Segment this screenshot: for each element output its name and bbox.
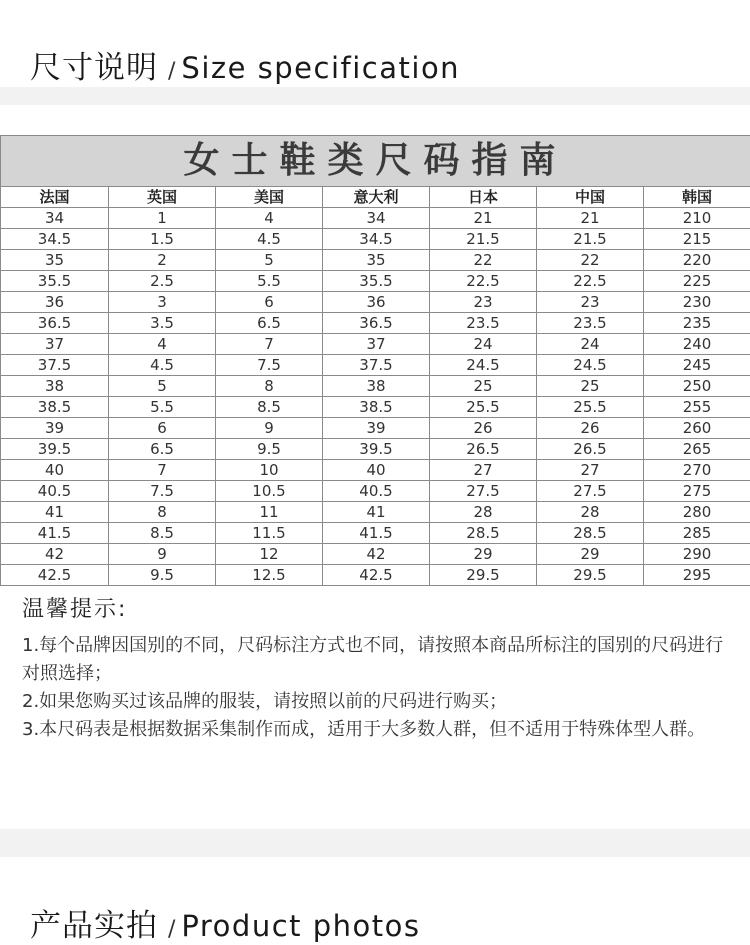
table-cell: 36 [1,292,109,313]
table-row [1,208,750,229]
table-row [1,313,750,334]
table-cell: 35 [1,250,109,271]
column-header: 日本 [430,187,537,208]
table-row [1,355,750,376]
table-cell: 6 [216,292,323,313]
table-cell: 29.5 [537,565,644,586]
table-cell: 285 [644,523,750,544]
table-cell: 10.5 [216,481,323,502]
table-row [1,229,750,250]
table-row [1,334,750,355]
table-cell: 22 [537,250,644,271]
table-cell: 39 [323,418,430,439]
column-header: 英国 [109,187,216,208]
title-separator: / [168,59,175,84]
table-body [1,208,750,586]
table-cell: 23 [537,292,644,313]
table-cell: 23.5 [430,313,537,334]
table-row [1,292,750,313]
table-cell: 280 [644,502,750,523]
table-cell: 24.5 [430,355,537,376]
table-cell: 29.5 [430,565,537,586]
table-cell: 7.5 [216,355,323,376]
table-cell: 41 [1,502,109,523]
table-cell: 21.5 [430,229,537,250]
table-cell: 5 [216,250,323,271]
table-cell: 23 [430,292,537,313]
table-cell: 2.5 [109,271,216,292]
table-cell: 5.5 [109,397,216,418]
table-row [1,565,750,586]
table-cell: 260 [644,418,750,439]
table-cell: 40.5 [323,481,430,502]
table-cell: 26 [430,418,537,439]
size-chart-table [0,135,750,586]
table-cell: 25.5 [430,397,537,418]
table-cell: 24 [537,334,644,355]
table-cell: 27 [537,460,644,481]
table-cell: 11 [216,502,323,523]
table-cell: 27.5 [537,481,644,502]
table-cell: 11.5 [216,523,323,544]
table-cell: 7 [216,334,323,355]
table-cell: 5.5 [216,271,323,292]
table-cell: 250 [644,376,750,397]
table-cell: 8.5 [109,523,216,544]
table-row [1,418,750,439]
table-row [1,250,750,271]
tips-list [22,632,740,744]
table-cell: 21 [537,208,644,229]
table-cell: 36 [323,292,430,313]
table-cell: 23.5 [537,313,644,334]
column-header: 法国 [1,187,109,208]
table-cell: 4 [216,208,323,229]
table-cell: 1.5 [109,229,216,250]
table-cell: 24 [430,334,537,355]
tip-item: 2.如果您购买过该品牌的服装，请按照以前的尺码进行购买； [22,688,740,716]
table-cell: 35.5 [323,271,430,292]
table-cell: 4.5 [109,355,216,376]
table-cell: 36.5 [1,313,109,334]
table-cell: 1 [109,208,216,229]
table-row [1,439,750,460]
table-cell: 9.5 [216,439,323,460]
table-cell: 235 [644,313,750,334]
table-cell: 40.5 [1,481,109,502]
table-row [1,544,750,565]
column-header: 意大利 [323,187,430,208]
table-cell: 42 [323,544,430,565]
table-cell: 9.5 [109,565,216,586]
divider-band [0,87,750,105]
table-cell: 8 [216,376,323,397]
table-row [1,481,750,502]
table-row [1,460,750,481]
table-cell: 42 [1,544,109,565]
table-cell: 245 [644,355,750,376]
photo-title-zh: 产品实拍 [30,900,158,945]
table-row [1,523,750,544]
table-cell: 22.5 [430,271,537,292]
table-cell: 39 [1,418,109,439]
table-cell: 29 [537,544,644,565]
table-cell: 7.5 [109,481,216,502]
table-cell: 36.5 [323,313,430,334]
table-cell: 5 [109,376,216,397]
table-cell: 6.5 [216,313,323,334]
table-cell: 29 [430,544,537,565]
photo-section-title [30,900,421,945]
divider-band [0,829,750,857]
table-cell: 25 [537,376,644,397]
table-cell: 215 [644,229,750,250]
table-cell: 265 [644,439,750,460]
size-section-title [30,42,460,87]
table-cell: 26.5 [430,439,537,460]
table-cell: 240 [644,334,750,355]
table-cell: 41.5 [1,523,109,544]
table-cell: 230 [644,292,750,313]
table-cell: 270 [644,460,750,481]
table-cell: 28.5 [430,523,537,544]
column-header: 韩国 [644,187,750,208]
table-cell: 6 [109,418,216,439]
tip-item: 1.每个品牌因国别的不同，尺码标注方式也不同，请按照本商品所标注的国别的尺码进行对照选择； [22,632,740,688]
table-cell: 24.5 [537,355,644,376]
table-cell: 220 [644,250,750,271]
table-cell: 9 [109,544,216,565]
table-cell: 34 [1,208,109,229]
table-cell: 295 [644,565,750,586]
table-cell: 37.5 [323,355,430,376]
table-cell: 40 [1,460,109,481]
table-cell: 6.5 [109,439,216,460]
table-cell: 27 [430,460,537,481]
table-cell: 42.5 [323,565,430,586]
column-header: 美国 [216,187,323,208]
table-cell: 34.5 [323,229,430,250]
table-cell: 34 [323,208,430,229]
table-cell: 38 [323,376,430,397]
table-cell: 41.5 [323,523,430,544]
table-cell: 8.5 [216,397,323,418]
table-row [1,397,750,418]
table-cell: 2 [109,250,216,271]
table-cell: 39.5 [323,439,430,460]
table-cell: 210 [644,208,750,229]
table-cell: 22.5 [537,271,644,292]
table-row [1,271,750,292]
table-cell: 38.5 [1,397,109,418]
table-cell: 275 [644,481,750,502]
table-cell: 35.5 [1,271,109,292]
tips-heading: 温馨提示: [22,592,127,623]
table-cell: 42.5 [1,565,109,586]
table-row [1,376,750,397]
table-cell: 26 [537,418,644,439]
table-cell: 37 [1,334,109,355]
table-cell: 40 [323,460,430,481]
table-cell: 3 [109,292,216,313]
table-cell: 22 [430,250,537,271]
table-cell: 4.5 [216,229,323,250]
size-title-zh: 尺寸说明 [30,42,158,87]
column-header: 中国 [537,187,644,208]
table-cell: 25.5 [537,397,644,418]
table-cell: 21.5 [537,229,644,250]
photo-title-en: Product photos [181,909,420,943]
table-cell: 12.5 [216,565,323,586]
tip-item: 3.本尺码表是根据数据采集制作而成，适用于大多数人群，但不适用于特殊体型人群。 [22,716,740,744]
table-cell: 34.5 [1,229,109,250]
table-cell: 41 [323,502,430,523]
table-cell: 7 [109,460,216,481]
table-cell: 39.5 [1,439,109,460]
table-caption: 女士鞋类尺码指南 [1,136,750,187]
table-cell: 25 [430,376,537,397]
table-cell: 290 [644,544,750,565]
table-cell: 26.5 [537,439,644,460]
table-cell: 255 [644,397,750,418]
table-cell: 4 [109,334,216,355]
size-title-en: Size specification [181,51,460,85]
table-cell: 37.5 [1,355,109,376]
table-row [1,502,750,523]
table-cell: 10 [216,460,323,481]
table-cell: 12 [216,544,323,565]
table-cell: 28 [537,502,644,523]
table-cell: 28 [430,502,537,523]
table-header-row [1,187,750,208]
table-cell: 38 [1,376,109,397]
table-cell: 8 [109,502,216,523]
title-separator: / [168,917,175,942]
table-cell: 9 [216,418,323,439]
table-cell: 3.5 [109,313,216,334]
table-cell: 225 [644,271,750,292]
table-cell: 37 [323,334,430,355]
table-cell: 35 [323,250,430,271]
table-cell: 28.5 [537,523,644,544]
table-cell: 21 [430,208,537,229]
table-cell: 38.5 [323,397,430,418]
table-cell: 27.5 [430,481,537,502]
table-caption-row [1,136,750,187]
